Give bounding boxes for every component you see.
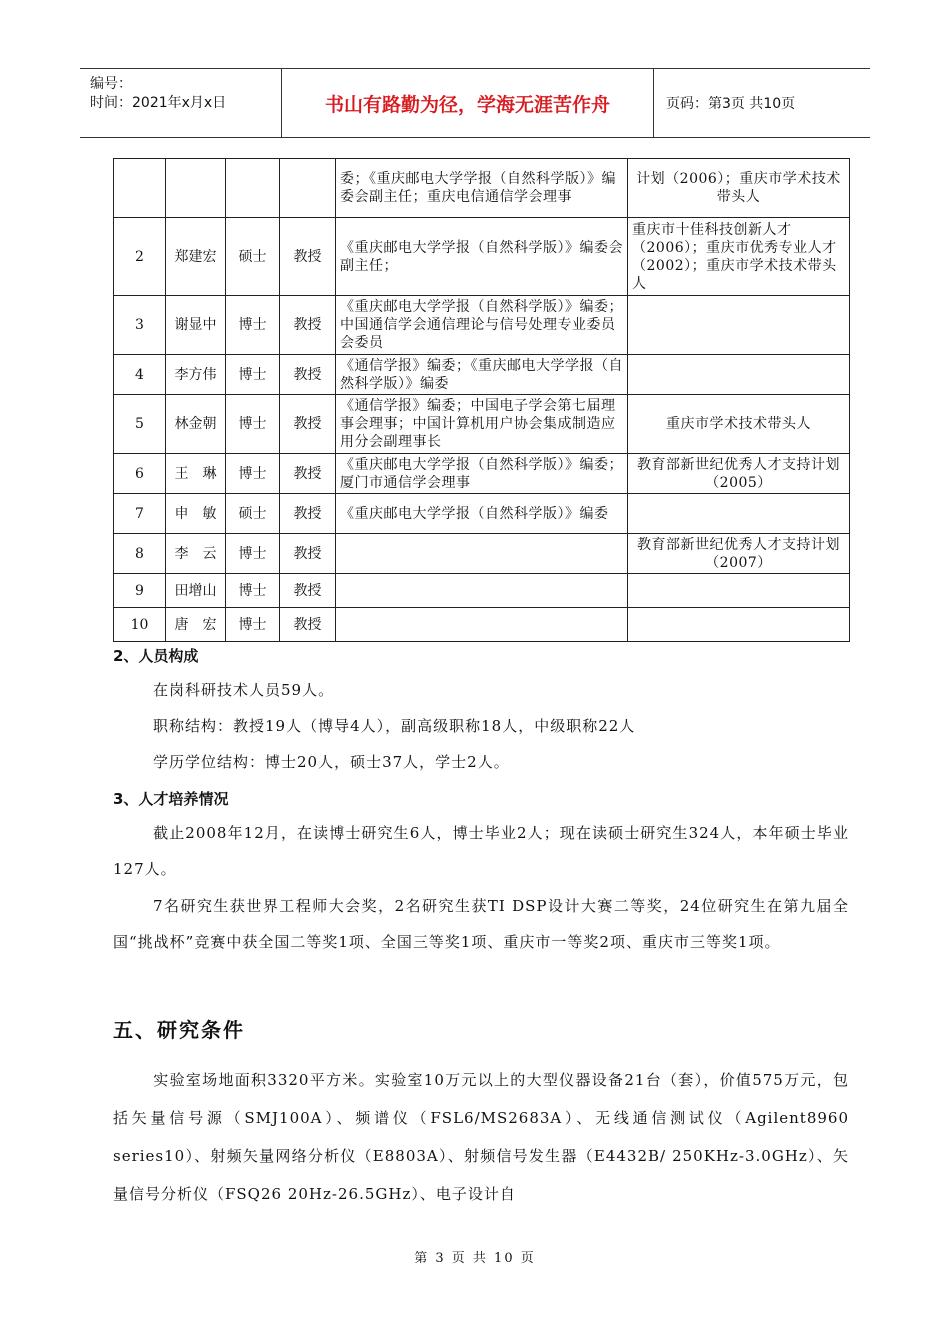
- cell-post: 《重庆邮电大学学报（自然科学版）》编委；厦门市通信学会理事: [336, 454, 628, 494]
- page-header: [80, 68, 870, 138]
- cell-degree: 博士: [226, 454, 280, 494]
- cell-title: [280, 159, 336, 218]
- cell-honor: 重庆市学术技术带头人: [628, 395, 850, 454]
- staff-line: [113, 708, 849, 744]
- cell-degree: 博士: [226, 395, 280, 454]
- cell-name: 王 琳: [166, 454, 226, 494]
- cell-title: 教授: [280, 395, 336, 454]
- header-date: 时间：2021年x月x日: [90, 95, 227, 111]
- cell-degree: 博士: [226, 574, 280, 608]
- cell-name: [166, 159, 226, 218]
- header-number-label: 编号：: [90, 76, 132, 92]
- cell-name: 李 云: [166, 534, 226, 574]
- cell-post: 《重庆邮电大学学报（自然科学版）》编委；中国通信学会通信理论与信号处理专业委员会委员: [336, 296, 628, 355]
- training-paragraph-1: [113, 815, 849, 887]
- cell-num: [114, 159, 166, 218]
- cell-degree: 硕士: [226, 218, 280, 296]
- training-text-2: 7名研究生获世界工程师大会奖，2名研究生获TI DSP设计大赛二等奖，24位研究生在第九届全国“挑战杯”竞赛中获全国二等奖1项、全国三等奖1项、重庆市一等奖2项、重庆市三等奖1项。: [113, 897, 849, 951]
- table-row: [114, 159, 850, 218]
- header-motto: 书山有路勤为径，学海无涯苦作舟: [282, 69, 654, 137]
- cell-degree: 博士: [226, 534, 280, 574]
- research-text: 实验室场地面积3320平方米。实验室10万元以上的大型仪器设备21台（套），价值575万元，包括矢量信号源（SMJ100A）、频谱仪（FSL6/MS2683A）、无线通信测试仪（Agilent8960 series10）、射频矢量网络分析仪（E8803A）、射频信号发生器（E4432B/ 250KHz-3.0GHz）、矢量信号分析仪（FSQ26 20Hz-26.5GHz）、电子设计自: [113, 1071, 849, 1203]
- cell-post: 《重庆邮电大学学报（自然科学版）》编委会副主任；: [336, 218, 628, 296]
- training-paragraph-2: [113, 888, 849, 960]
- table-row: [114, 395, 850, 454]
- cell-title: 教授: [280, 296, 336, 355]
- cell-name: 谢显中: [166, 296, 226, 355]
- page-footer: 第 3 页 共 10 页: [414, 1251, 536, 1266]
- cell-title: 教授: [280, 218, 336, 296]
- table-row: [114, 454, 850, 494]
- cell-post: 《通信学报》编委；中国电子学会第七届理事会理事；中国计算机用户协会集成制造应用分会副理事长: [336, 395, 628, 454]
- staff-line-text: 学历学位结构：博士20人，硕士37人，学士2人。: [153, 753, 510, 771]
- cell-honor: [628, 355, 850, 395]
- cell-post: [336, 534, 628, 574]
- cell-num: 10: [114, 608, 166, 642]
- staff-line: [113, 744, 849, 780]
- cell-post: [336, 574, 628, 608]
- cell-title: 教授: [280, 534, 336, 574]
- table-row: [114, 608, 850, 642]
- section-heading-research: 五、研究条件: [113, 1018, 245, 1042]
- cell-title: 教授: [280, 608, 336, 642]
- cell-degree: 硕士: [226, 494, 280, 534]
- staff-line: [113, 672, 849, 708]
- cell-name: 李方伟: [166, 355, 226, 395]
- staff-line-text: 职称结构：教授19人（博导4人），副高级职称18人，中级职称22人: [153, 717, 636, 735]
- cell-honor: 教育部新世纪优秀人才支持计划（2005）: [628, 454, 850, 494]
- table-row: [114, 574, 850, 608]
- cell-honor: [628, 296, 850, 355]
- section-heading-staff: 2、人员构成: [113, 647, 199, 665]
- cell-num: 2: [114, 218, 166, 296]
- cell-title: 教授: [280, 355, 336, 395]
- cell-post: 《重庆邮电大学学报（自然科学版）》编委: [336, 494, 628, 534]
- table-row: [114, 534, 850, 574]
- cell-name: 唐 宏: [166, 608, 226, 642]
- staff-line-text: 在岗科研技术人员59人。: [153, 681, 335, 699]
- cell-title: 教授: [280, 494, 336, 534]
- cell-num: 7: [114, 494, 166, 534]
- cell-name: 郑建宏: [166, 218, 226, 296]
- cell-post: 《通信学报》编委；《重庆邮电大学学报（自然科学版）》编委: [336, 355, 628, 395]
- training-text-1: 截止2008年12月，在读博士研究生6人，博士毕业2人；现在读硕士研究生324人，本年硕士毕业127人。: [113, 824, 849, 878]
- cell-num: 4: [114, 355, 166, 395]
- staff-paragraph: [113, 672, 849, 780]
- cell-degree: 博士: [226, 608, 280, 642]
- cell-honor: [628, 494, 850, 534]
- cell-title: 教授: [280, 454, 336, 494]
- cell-post: [336, 608, 628, 642]
- table-row: [114, 355, 850, 395]
- table-row: [114, 494, 850, 534]
- header-page-code: 页码：第3页 共10页: [666, 96, 796, 112]
- cell-honor: 计划（2006）；重庆市学术技术带头人: [628, 159, 850, 218]
- cell-honor: [628, 574, 850, 608]
- cell-num: 8: [114, 534, 166, 574]
- cell-name: 林金朝: [166, 395, 226, 454]
- cell-degree: 博士: [226, 355, 280, 395]
- cell-honor: 重庆市十佳科技创新人才（2006）；重庆市优秀专业人才（2002）；重庆市学术技术带头人: [628, 218, 850, 296]
- cell-num: 3: [114, 296, 166, 355]
- personnel-table: [113, 158, 850, 642]
- table-row: [114, 296, 850, 355]
- header-meta: [80, 69, 282, 137]
- cell-num: 5: [114, 395, 166, 454]
- research-paragraph: [113, 1061, 849, 1213]
- cell-degree: [226, 159, 280, 218]
- cell-honor: 教育部新世纪优秀人才支持计划（2007）: [628, 534, 850, 574]
- cell-num: 9: [114, 574, 166, 608]
- table-row: [114, 218, 850, 296]
- cell-degree: 博士: [226, 296, 280, 355]
- section-heading-training: 3、人才培养情况: [113, 790, 229, 808]
- cell-post: 委；《重庆邮电大学学报（自然科学版）》编委会副主任；重庆电信通信学会理事: [336, 159, 628, 218]
- cell-name: 申 敏: [166, 494, 226, 534]
- cell-title: 教授: [280, 574, 336, 608]
- cell-name: 田增山: [166, 574, 226, 608]
- cell-num: 6: [114, 454, 166, 494]
- cell-honor: [628, 608, 850, 642]
